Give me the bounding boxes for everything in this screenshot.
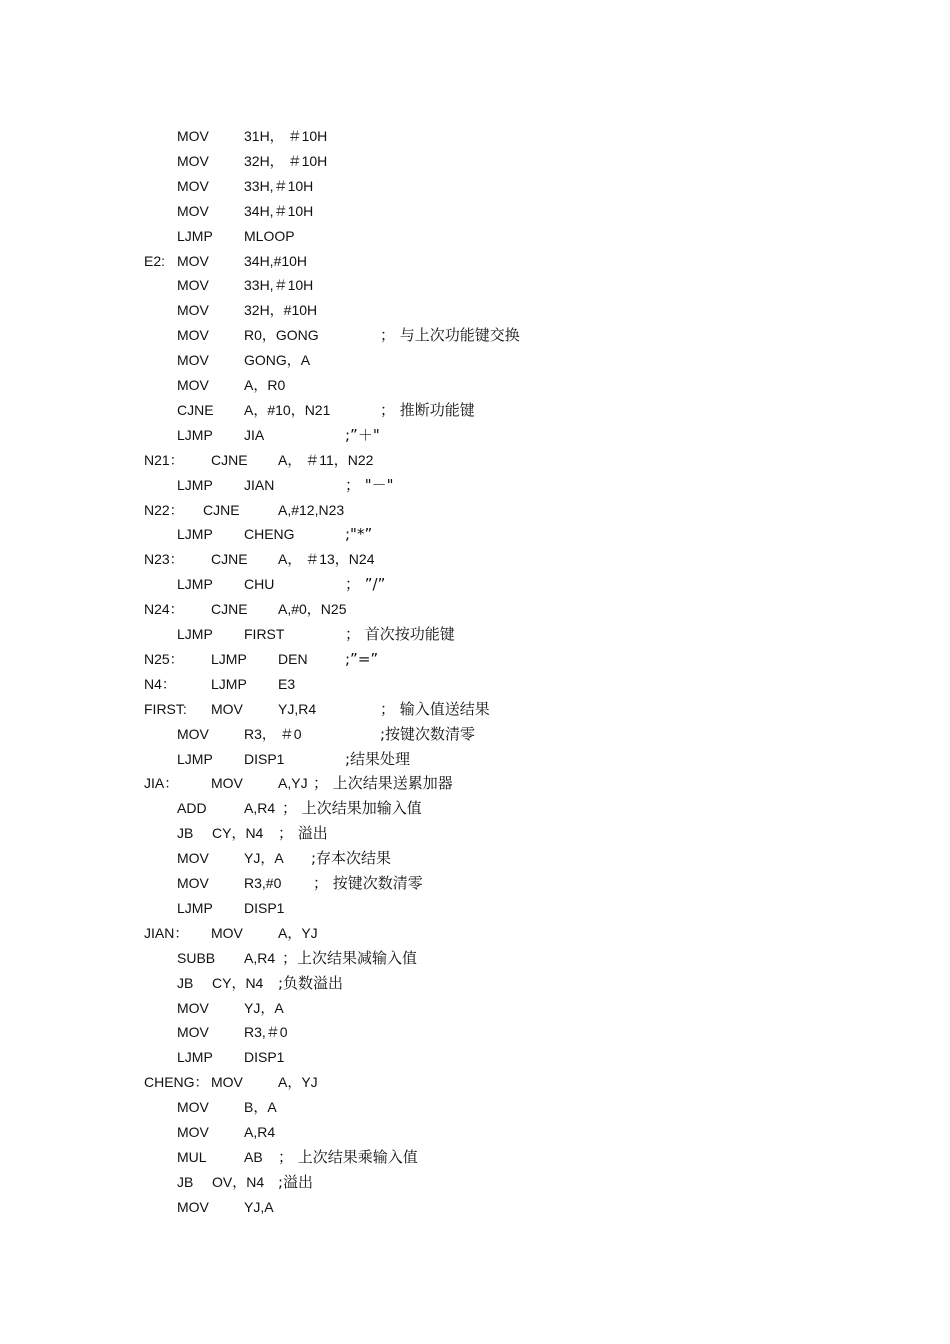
code-opcode: MOV (211, 1074, 243, 1091)
code-opcode: CJNE (211, 601, 248, 618)
code-line (0, 996, 950, 1020)
code-operand: A， ＃11，N22 (278, 451, 374, 468)
code-operand: MLOOP (244, 227, 295, 244)
code-operand: CY，N4 (212, 974, 264, 991)
code-line (0, 1145, 950, 1169)
code-comment: ;负数溢出 (278, 973, 344, 992)
code-line (0, 323, 950, 347)
code-operand: R0，GONG (244, 327, 319, 344)
code-line (0, 124, 950, 148)
code-line (0, 821, 950, 845)
code-line (0, 1120, 950, 1144)
code-operand: R3,#0 (244, 875, 282, 891)
code-line (0, 1170, 950, 1194)
code-opcode: MOV (177, 850, 209, 867)
code-operand: CY，N4 (212, 825, 264, 842)
code-line (0, 921, 950, 945)
code-opcode: MOV (177, 128, 209, 144)
code-line (0, 697, 950, 721)
code-line (0, 149, 950, 173)
code-line (0, 622, 950, 646)
code-comment: ;"*” (345, 525, 373, 544)
code-opcode: MOV (177, 177, 209, 194)
code-line (0, 522, 950, 546)
code-operand: 34H,#10H (244, 252, 308, 269)
code-label: N23： (144, 551, 184, 568)
code-opcode: MOV (177, 1099, 209, 1116)
code-opcode: CJNE (211, 551, 248, 568)
code-opcode: MOV (177, 377, 209, 393)
code-comment: ;溢出 (278, 1172, 314, 1191)
code-operand: YJ,A (244, 1198, 274, 1215)
code-opcode: LJMP (177, 476, 213, 493)
code-opcode: LJMP (177, 426, 213, 443)
code-line (0, 647, 950, 671)
code-line (0, 273, 950, 297)
code-operand: E3 (278, 675, 296, 692)
code-label: N4： (144, 675, 176, 692)
code-opcode: JB (177, 974, 194, 991)
code-operand: FIRST (244, 626, 285, 642)
code-operand: CHU (244, 576, 275, 593)
code-opcode: MOV (177, 1124, 209, 1140)
code-line (0, 423, 950, 447)
code-opcode: MOV (177, 875, 209, 891)
code-line (0, 946, 950, 970)
code-operand: DISP1 (244, 750, 285, 767)
code-opcode: MOV (177, 302, 209, 319)
code-operand: 31H， ＃10H (244, 128, 328, 144)
code-line (0, 971, 950, 995)
code-operand: A,R4 (244, 800, 276, 817)
code-opcode: ADD (177, 800, 207, 817)
code-line (0, 1070, 950, 1094)
code-operand: YJ,R4 (278, 700, 317, 717)
code-line (0, 747, 950, 771)
code-opcode: LJMP (177, 526, 213, 543)
code-comment: ； ”/” (345, 575, 386, 594)
code-opcode: CJNE (211, 451, 248, 468)
code-opcode: MOV (177, 1198, 209, 1215)
code-comment: ； 上次结果送累加器 (313, 774, 453, 793)
code-comment: ;按键次数清零 (380, 724, 476, 743)
code-operand: 34H,＃10H (244, 202, 314, 219)
code-operand: JIA (244, 426, 265, 443)
code-label: N21： (144, 451, 184, 468)
code-opcode: MOV (177, 999, 209, 1016)
code-line (0, 448, 950, 472)
code-label: N22： (144, 501, 184, 518)
code-opcode: MOV (211, 924, 243, 941)
code-line (0, 672, 950, 696)
code-comment: ； 上次结果加输入值 (282, 799, 422, 818)
code-opcode: LJMP (177, 227, 213, 244)
code-opcode: LJMP (177, 899, 213, 916)
code-line (0, 1195, 950, 1219)
code-opcode: MOV (211, 700, 243, 717)
code-opcode: JB (177, 1173, 194, 1190)
code-opcode: LJMP (177, 750, 213, 767)
code-operand: A，YJ (278, 924, 318, 941)
code-label: JIAN： (144, 924, 189, 941)
code-operand: JIAN (244, 476, 275, 493)
code-line (0, 722, 950, 746)
code-opcode: MOV (177, 277, 209, 294)
code-line (0, 597, 950, 621)
code-operand: A,#12,N23 (278, 501, 345, 518)
code-operand: A，#10，N21 (244, 401, 331, 418)
code-comment: ； 与上次功能键交换 (380, 326, 520, 345)
code-line (0, 498, 950, 522)
code-operand: A,YJ (278, 775, 308, 792)
code-comment: ;”=” (345, 649, 379, 668)
code-comment: ； 上次结果乘输入值 (278, 1147, 418, 1166)
code-operand: R3， ＃0 (244, 725, 302, 742)
code-operand: OV，N4 (212, 1173, 265, 1190)
code-line (0, 871, 950, 895)
code-operand: CHENG (244, 526, 295, 543)
code-operand: 32H， ＃10H (244, 152, 328, 169)
code-comment: ； 溢出 (278, 824, 328, 843)
code-comment: ； 输入值送结果 (380, 699, 490, 718)
code-operand: A,R4 (244, 949, 276, 966)
code-operand: DISP1 (244, 1049, 285, 1066)
code-opcode: MOV (177, 725, 209, 742)
code-operand: 33H,＃10H (244, 277, 314, 294)
code-operand: DISP1 (244, 899, 285, 916)
code-line (0, 174, 950, 198)
code-line (0, 298, 950, 322)
code-line (0, 224, 950, 248)
code-line (0, 896, 950, 920)
code-line (0, 771, 950, 795)
code-operand: B，A (244, 1099, 277, 1116)
code-opcode: MOV (177, 252, 209, 269)
code-operand: A， ＃13，N24 (278, 551, 375, 568)
code-label: JIA： (144, 775, 179, 792)
code-opcode: MOV (177, 152, 209, 169)
code-label: FIRST: (144, 700, 187, 717)
code-opcode: CJNE (203, 501, 240, 518)
code-opcode: LJMP (211, 650, 247, 667)
code-line (0, 796, 950, 820)
code-operand: A,#0，N25 (278, 601, 347, 618)
code-operand: DEN (278, 650, 308, 667)
code-comment: ;”＋" (345, 425, 380, 444)
code-operand: AB (244, 1148, 263, 1165)
code-line (0, 1045, 950, 1069)
code-label: N25： (144, 650, 184, 667)
code-comment: ； 推断功能键 (380, 400, 475, 419)
code-opcode: JB (177, 825, 194, 842)
code-opcode: LJMP (177, 576, 213, 593)
code-opcode: MOV (211, 775, 243, 792)
code-opcode: LJMP (177, 1049, 213, 1066)
code-opcode: SUBB (177, 949, 216, 966)
code-comment: ； 首次按功能键 (345, 625, 455, 643)
code-line (0, 373, 950, 397)
code-line (0, 1020, 950, 1044)
code-opcode: LJMP (211, 675, 247, 692)
code-operand: 33H,＃10H (244, 177, 314, 194)
code-line (0, 572, 950, 596)
code-label: CHENG： (144, 1074, 209, 1091)
code-line (0, 348, 950, 372)
code-operand: R3,＃0 (244, 1024, 288, 1041)
code-line (0, 1095, 950, 1119)
code-operand: YJ，A (244, 999, 284, 1016)
code-comment: ； "－" (345, 475, 394, 494)
code-operand: 32H，#10H (244, 302, 318, 319)
code-line (0, 398, 950, 422)
code-line (0, 547, 950, 571)
code-opcode: MOV (177, 352, 209, 369)
code-line (0, 199, 950, 223)
code-opcode: CJNE (177, 401, 214, 418)
code-comment: ;存本次结果 (311, 849, 392, 868)
code-comment: ;结果处理 (345, 749, 411, 768)
code-operand: A，R0 (244, 377, 286, 393)
code-line (0, 473, 950, 497)
code-opcode: LJMP (177, 626, 213, 642)
code-operand: A，YJ (278, 1074, 318, 1091)
code-label: N24： (144, 601, 184, 618)
code-operand: GONG，A (244, 352, 311, 369)
code-comment: ；上次结果减输入值 (282, 948, 418, 967)
code-opcode: MOV (177, 202, 209, 219)
code-operand: A,R4 (244, 1124, 276, 1140)
code-label: E2: (144, 252, 166, 269)
code-opcode: MUL (177, 1148, 207, 1165)
code-comment: ； 按键次数清零 (313, 874, 423, 892)
code-line (0, 249, 950, 273)
code-operand: YJ，A (244, 850, 284, 867)
code-opcode: MOV (177, 327, 209, 344)
code-line (0, 846, 950, 870)
code-opcode: MOV (177, 1024, 209, 1041)
